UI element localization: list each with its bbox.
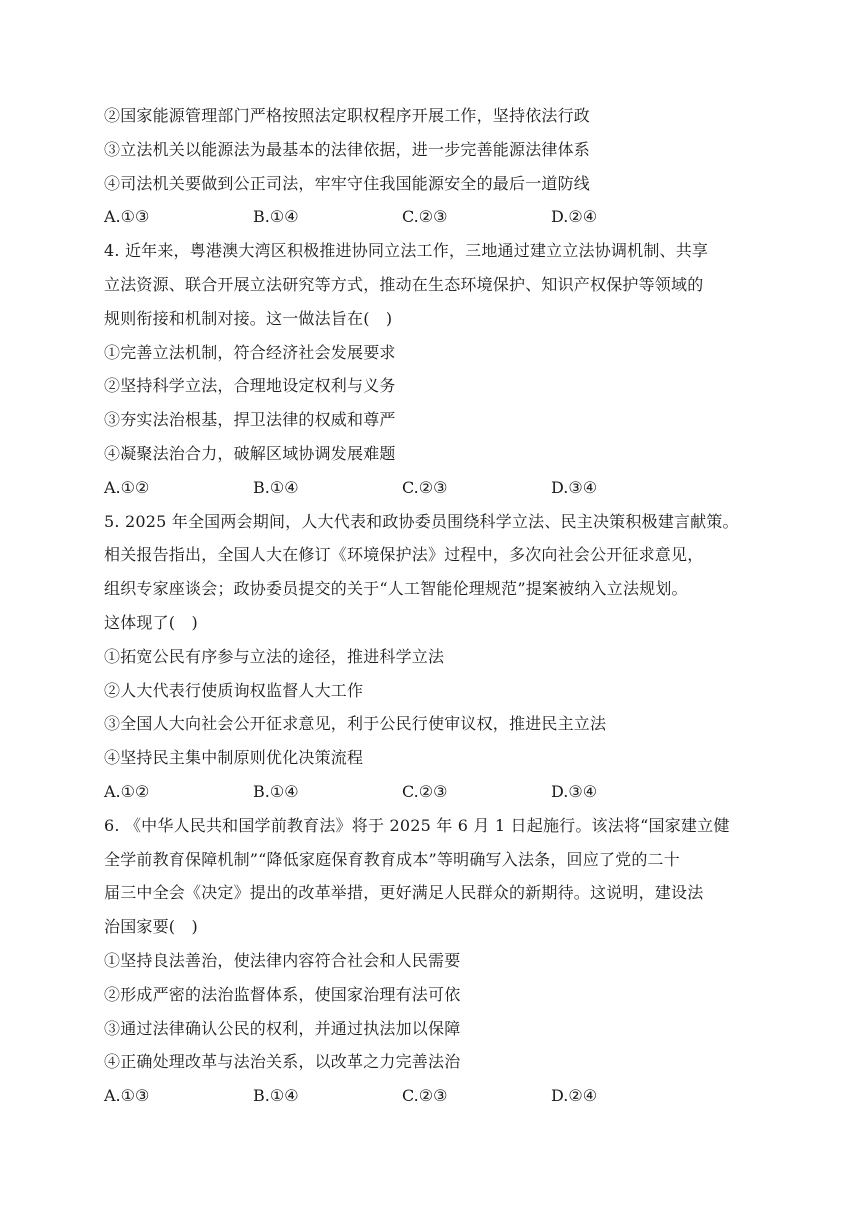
question-5 [104, 505, 784, 809]
q4-stem-line-3: 规则衔接和机制对接。这一做法旨在( ) [104, 308, 393, 328]
q5-choices [104, 775, 784, 809]
q4-choices [104, 471, 784, 505]
q5-option-1: ①拓宽公民有序参与立法的途径，推进科学立法 [104, 646, 445, 666]
q5-choice-b: B.①④ [253, 781, 299, 801]
q5-option-4: ④坚持民主集中制原则优化决策流程 [104, 748, 364, 768]
q4-choice-d: D.③④ [551, 477, 598, 497]
q6-choice-a: A.①③ [104, 1086, 150, 1106]
q5-stem-line-3: 组织专家座谈会；政协委员提交的关于“人工智能伦理规范”提案被纳入立法规划。 [104, 579, 688, 599]
question-3 [104, 99, 784, 234]
q4-stem-line-1: 4. 近年来，粤港澳大湾区积极推进协同立法工作，三地通过建立立法协调机制、共享 [104, 241, 709, 261]
q3-choice-b: B.①④ [253, 207, 299, 227]
question-4 [104, 234, 784, 504]
q4-stem-line-2: 立法资源、联合开展立法研究等方式，推动在生态环境保护、知识产权保护等领域的 [104, 274, 704, 294]
q4-option-3: ③夯实法治根基，捍卫法律的权威和尊严 [104, 410, 396, 430]
q6-stem-line-1: 6. 《中华人民共和国学前教育法》将于 2025 年 6 月 1 日起施行。该法将“国家建立健 [104, 815, 730, 835]
q6-option-2: ②形成严密的法治监督体系，使国家治理有法可依 [104, 984, 461, 1004]
question-6 [104, 809, 784, 1113]
q5-choice-d: D.③④ [551, 781, 598, 801]
q4-option-4: ④凝聚法治合力，破解区域协调发展难题 [104, 443, 396, 463]
q5-stem-line-2: 相关报告指出，全国人大在修订《环境保护法》过程中，多次向社会公开征求意见， [104, 545, 704, 565]
q3-option-2: ②国家能源管理部门严格按照法定职权程序开展工作，坚持依法行政 [104, 106, 591, 125]
q6-stem-line-4: 治国家要( ) [104, 917, 198, 937]
q3-option-4: ④司法机关要做到公正司法，牢牢守住我国能源安全的最后一道防线 [104, 173, 591, 193]
q4-choice-c: C.②③ [402, 477, 448, 497]
q6-stem-line-2: 全学前教育保障机制”“降低家庭保育教育成本”等明确写入法条，回应了党的二十 [104, 849, 680, 869]
q4-option-2: ②坚持科学立法，合理地设定权利与义务 [104, 376, 396, 396]
q5-stem-line-4: 这体现了( ) [104, 612, 198, 632]
q5-stem-line-1: 5. 2025 年全国两会期间，人大代表和政协委员围绕科学立法、民主决策积极建言献策。 [104, 511, 739, 531]
q3-choice-c: C.②③ [402, 207, 448, 227]
q6-choice-d: D.②④ [551, 1086, 598, 1106]
q5-choice-c: C.②③ [402, 781, 448, 801]
exam-page [104, 99, 784, 1113]
q6-option-4: ④正确处理改革与法治关系，以改革之力完善法治 [104, 1052, 461, 1072]
q6-stem-line-3: 届三中全会《决定》提出的改革举措，更好满足人民群众的新期待。这说明，建设法 [104, 883, 704, 903]
q6-option-3: ③通过法律确认公民的权利，并通过执法加以保障 [104, 1018, 461, 1038]
q5-choice-a: A.①② [104, 781, 150, 801]
q4-choice-b: B.①④ [253, 477, 299, 497]
q5-option-3: ③全国人大向社会公开征求意见，利于公民行使审议权，推进民主立法 [104, 714, 607, 734]
q6-option-1: ①坚持良法善治，使法律内容符合社会和人民需要 [104, 950, 461, 970]
q4-choice-a: A.①② [104, 477, 150, 497]
q4-option-1: ①完善立法机制，符合经济社会发展要求 [104, 342, 396, 362]
q3-choices [104, 200, 784, 234]
q5-option-2: ②人大代表行使质询权监督人大工作 [104, 680, 364, 700]
q6-choice-b: B.①④ [253, 1086, 299, 1106]
q6-choice-c: C.②③ [402, 1086, 448, 1106]
q3-choice-a: A.①③ [104, 207, 150, 227]
q6-choices [104, 1079, 784, 1113]
q3-option-3: ③立法机关以能源法为最基本的法律依据，进一步完善能源法律体系 [104, 139, 591, 159]
q3-choice-d: D.②④ [551, 207, 598, 227]
